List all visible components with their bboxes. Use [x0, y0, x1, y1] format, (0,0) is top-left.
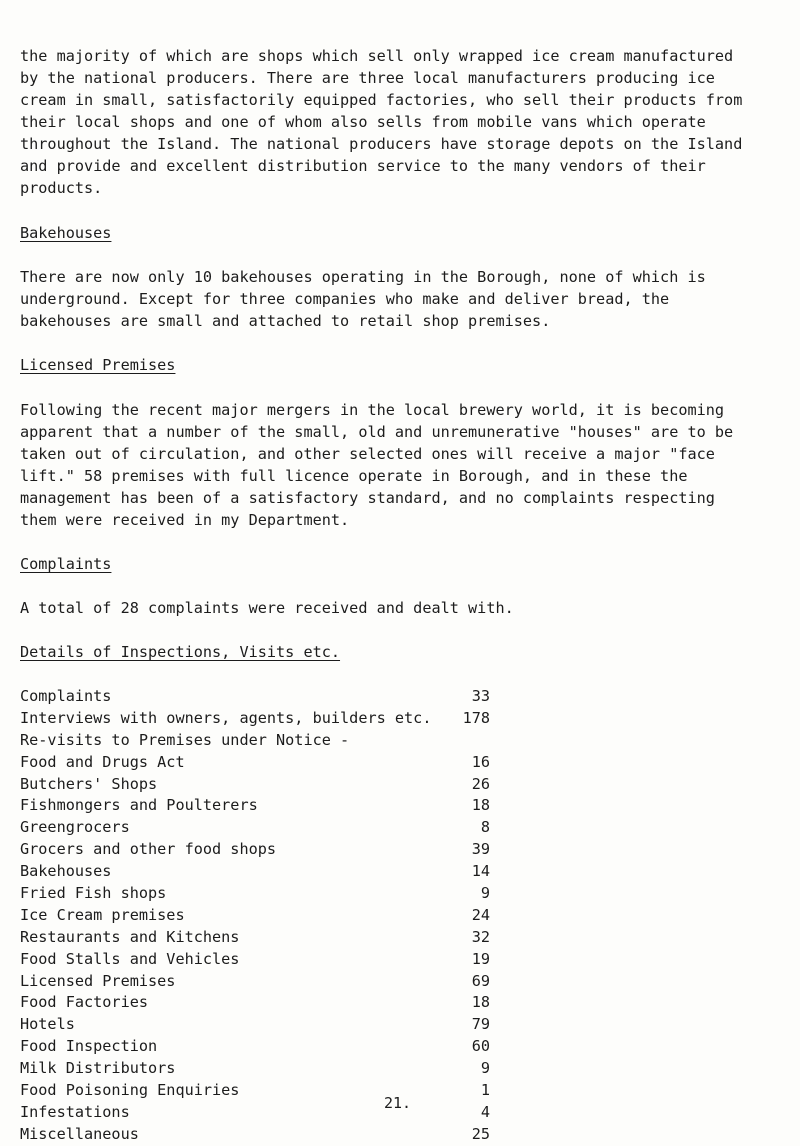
inspections-heading: Details of Inspections, Visits etc.: [20, 643, 341, 661]
bakehouses-paragraph: There are now only 10 bakehouses operating in the Borough, none of which is underground. Except for three companies who make and deliver bread, the bakehouses are small and attached to retail shop premises.: [20, 268, 706, 330]
row-value: 32: [471, 927, 490, 946]
row-label: Fishmongers and Poulterers: [20, 796, 258, 815]
licensed-premises-paragraph: Following the recent major mergers in the local brewery world, it is becoming apparent that a number of the small, old and unremunerative "houses" are to be taken out of circulation, and other selected ones will receive a major "face lift." 58 premises with full licence operate in Borough, and in these the management has been of a satisfactory standard, and no complaints respecting them were received in my Department.: [20, 401, 734, 529]
table-row: [20, 883, 490, 905]
row-label: Fried Fish shops: [20, 884, 167, 903]
table-row: [20, 708, 490, 730]
table-row: [20, 752, 490, 774]
row-value: 178: [462, 708, 490, 727]
table-row: [20, 817, 490, 839]
table-row: [20, 861, 490, 883]
row-value: 4: [480, 1102, 490, 1121]
row-value: 25: [471, 1124, 490, 1143]
row-value: 79: [471, 1015, 490, 1034]
row-label: Ice Cream premises: [20, 905, 185, 924]
row-label: Food Inspection: [20, 1037, 158, 1056]
table-row: [20, 1058, 490, 1080]
row-label: Infestations: [20, 1102, 130, 1121]
row-label: Hotels: [20, 1015, 75, 1034]
row-label: Restaurants and Kitchens: [20, 927, 240, 946]
table-row: [20, 971, 490, 993]
row-label: Greengrocers: [20, 818, 130, 837]
table-row: [20, 1102, 490, 1124]
row-label: Interviews with owners, agents, builders etc.: [20, 708, 432, 727]
row-value: 69: [471, 971, 490, 990]
row-label: Food and Drugs Act: [20, 752, 185, 771]
row-value: 14: [471, 862, 490, 881]
row-value: 60: [471, 1037, 490, 1056]
row-label: Milk Distributors: [20, 1059, 176, 1078]
table-row: [20, 1014, 490, 1036]
table-row: [20, 774, 490, 796]
row-value: 9: [480, 884, 490, 903]
table-row: [20, 795, 490, 817]
row-label: Complaints: [20, 687, 112, 705]
table-row: [20, 992, 490, 1014]
page-number: 21.: [384, 1094, 412, 1112]
row-value: 8: [480, 818, 490, 837]
row-value: 16: [471, 752, 490, 771]
row-label: Bakehouses: [20, 862, 112, 881]
table-row: [20, 1036, 490, 1058]
row-label: Food Stalls and Vehicles: [20, 949, 240, 968]
row-label: Butchers' Shops: [20, 774, 158, 793]
row-label: Licensed Premises: [20, 971, 176, 990]
table-row: [20, 927, 490, 949]
complaints-heading: Complaints: [20, 555, 112, 573]
row-label: Food Poisoning Enquiries: [20, 1081, 240, 1100]
table-row: [20, 1080, 490, 1102]
licensed-premises-heading: Licensed Premises: [20, 356, 176, 374]
inspections-table: [20, 686, 490, 1146]
intro-paragraph: the majority of which are shops which sell only wrapped ice cream manufactured by the national producers. There are three local manufacturers producing ice cream in small, satisfactorily equipped factories, who sell their products from their local shops and one of whom also sells from mobile vans which operate throughout the Island. The national producers have storage depots on the Island and provide and excellent distribution service to the many vendors of their products.: [20, 47, 743, 197]
row-value: 33: [471, 687, 490, 705]
table-row: [20, 686, 490, 708]
table-row: [20, 949, 490, 971]
row-label: Food Factories: [20, 993, 149, 1012]
row-label: Miscellaneous: [20, 1124, 139, 1143]
complaints-paragraph: A total of 28 complaints were received and dealt with.: [20, 599, 514, 617]
row-value: 24: [471, 905, 490, 924]
row-value: 9: [480, 1059, 490, 1078]
row-value: 19: [471, 949, 490, 968]
table-row: [20, 839, 490, 861]
row-value: 1: [480, 1081, 490, 1100]
row-label: Re-visits to Premises under Notice -: [20, 730, 350, 749]
table-row: [20, 1124, 490, 1146]
bakehouses-heading: Bakehouses: [20, 224, 112, 242]
row-label: Grocers and other food shops: [20, 840, 277, 859]
row-value: 18: [471, 796, 490, 815]
row-value: 26: [471, 774, 490, 793]
table-row: [20, 905, 490, 927]
table-row: [20, 730, 490, 752]
row-value: 18: [471, 993, 490, 1012]
row-value: 39: [471, 840, 490, 859]
